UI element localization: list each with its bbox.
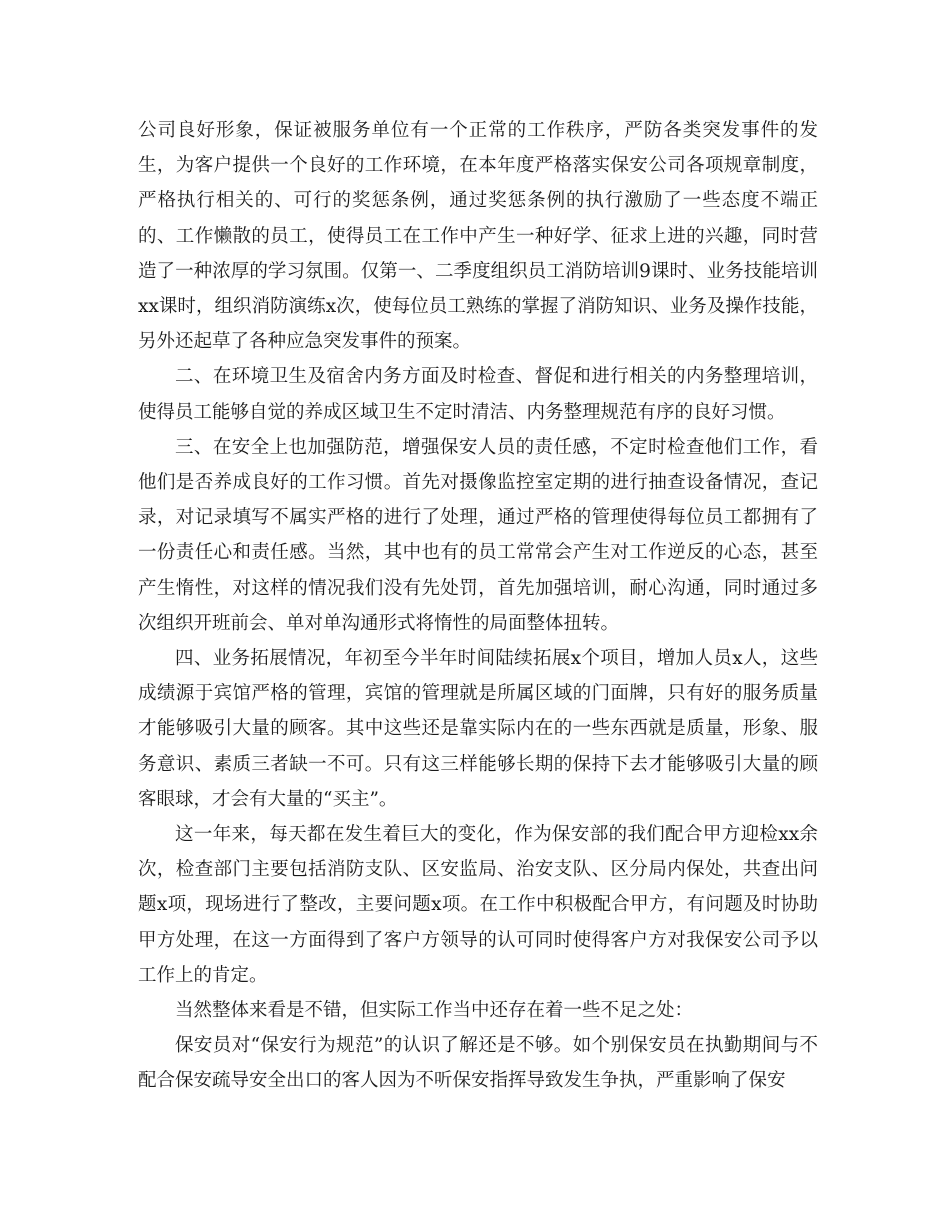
paragraph-guard-conduct: 保安员对“保安行为规范”的认识了解还是不够。如个别保安员在执勤期间与不配合保安疏导安全出口的客人因为不听保安指挥导致发生争执，严重影响了保安 (138, 1035, 818, 1092)
paragraph-year-review: 这一年来，每天都在发生着巨大的变化，作为保安部的我们配合甲方迎检xx余次，检查部门主要包括消防支队、区安监局、治安支队、区分局内保处，共查出问题x项，现场进行了整改，主要问题x项。在工作中积极配合甲方，有问题及时协助甲方处理，在这一方面得到了客户方领导的认可同时使得客户方对我保安公司予以工作上的肯定。 (138, 824, 818, 986)
paragraph-safety-precautions: 三、在安全上也加强防范，增强保安人员的责任感，不定时检查他们工作，看他们是否养成良好的工作习惯。首先对摄像监控室定期的进行抽查设备情况，查记录，对记录填写不属实严格的进行了处理，通过严格的管理使得每位员工都拥有了一份责任心和责任感。当然，其中也有的员工常常会产生对工作逆反的心态，甚至产生惰性，对这样的情况我们没有先处罚，首先加强培训，耐心沟通，同时通过多次组织开班前会、单对单沟通形式将惰性的局面整体扭转。 (138, 436, 818, 634)
document-body (138, 113, 818, 1099)
paragraph-business-expansion: 四、业务拓展情况，年初至今半年时间陆续拓展x个项目，增加人员x人，这些成绩源于宾馆严格的管理，宾馆的管理就是所属区域的门面牌，只有好的服务质量才能够吸引大量的顾客。其中这些还是靠实际内在的一些东西就是质量，形象、服务意识、素质三者缺一不可。只有这三样能够长期的保持下去才能够吸引大量的顾客眼球，才会有大量的“买主”。 (138, 648, 818, 810)
paragraph-shortcomings-intro: 当然整体来看是不错，但实际工作当中还存在着一些不足之处： (175, 1000, 694, 1022)
paragraph-continuation: 公司良好形象，保证被服务单位有一个正常的工作秩序，严防各类突发事件的发生，为客户提供一个良好的工作环境，在本年度严格落实保安公司各项规章制度，严格执行相关的、可行的奖惩条例，通过奖惩条例的执行激励了一些态度不端正的、工作懒散的员工，使得员工在工作中产生一种好学、征求上进的兴趣，同时营造了一种浓厚的学习氛围。仅第一、二季度组织员工消防培训9课时、业务技能培训xx课时，组织消防演练x次，使每位员工熟练的掌握了消防知识、业务及操作技能，另外还起草了各种应急突发事件的预案。 (138, 120, 818, 353)
paragraph-hygiene-inspection: 二、在环境卫生及宿舍内务方面及时检查、督促和进行相关的内务整理培训，使得员工能够自觉的养成区域卫生不定时清洁、内务整理规范有序的良好习惯。 (138, 366, 818, 423)
